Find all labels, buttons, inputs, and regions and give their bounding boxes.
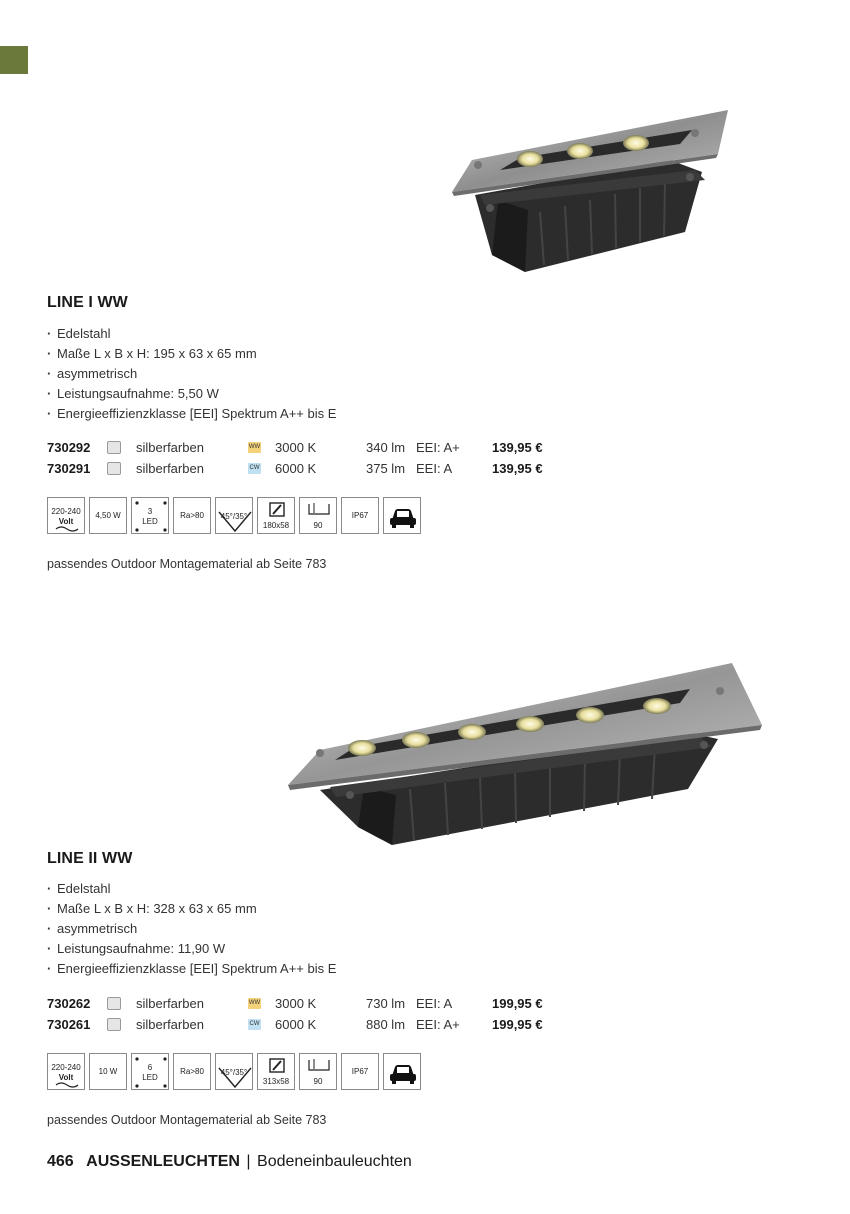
variant-row xyxy=(47,1014,567,1035)
color-temperature: 3000 K xyxy=(275,996,317,1011)
mounting-note: passendes Outdoor Montagematerial ab Seite 783 xyxy=(47,557,327,571)
cutout-icon: 313x58 xyxy=(257,1053,295,1090)
feature-item: · asymmetrisch xyxy=(47,364,336,384)
page-footer xyxy=(47,1153,412,1171)
energy-class: EEI: A xyxy=(416,461,453,476)
cutout-icon: 180x58 xyxy=(257,497,295,534)
energy-class: EEI: A+ xyxy=(416,440,460,455)
section-color-tab xyxy=(0,46,28,74)
drive-over-car-icon xyxy=(383,497,421,534)
drive-over-car-icon xyxy=(383,1053,421,1090)
color-name: silberfarben xyxy=(136,996,204,1011)
feature-item: · Maße L x B x H: 195 x 63 x 65 mm xyxy=(47,344,336,364)
feature-item: · Edelstahl xyxy=(47,879,336,899)
page-number: 466 xyxy=(47,1153,74,1170)
price: 139,95 € xyxy=(492,461,543,476)
energy-class: EEI: A+ xyxy=(416,1017,460,1032)
color-swatch xyxy=(107,1018,121,1031)
article-number: 730262 xyxy=(47,996,91,1011)
beam-angle-icon: 45°/35° xyxy=(215,1053,253,1090)
feature-item: · Leistungsaufnahme: 11,90 W xyxy=(47,939,336,959)
variant-table xyxy=(47,993,567,1035)
product-title: LINE I WW xyxy=(47,294,128,311)
price: 139,95 € xyxy=(492,440,543,455)
variant-row xyxy=(47,458,567,479)
lumen: 730 lm xyxy=(366,996,406,1011)
mounting-note: passendes Outdoor Montagematerial ab Seite 783 xyxy=(47,1113,327,1127)
color-name: silberfarben xyxy=(136,1017,204,1032)
color-temperature: 3000 K xyxy=(275,440,317,455)
color-name: silberfarben xyxy=(136,440,204,455)
color-temp-badge: CW xyxy=(248,463,261,474)
variant-row xyxy=(47,437,567,458)
power-icon: 4,50 W xyxy=(89,497,127,534)
color-temp-badge: WW xyxy=(248,442,261,453)
color-temperature: 6000 K xyxy=(275,1017,317,1032)
section-title: AUSSENLEUCHTEN xyxy=(86,1153,240,1170)
color-temp-badge: CW xyxy=(248,1019,261,1030)
feature-list xyxy=(47,879,336,979)
energy-class: EEI: A xyxy=(416,996,453,1011)
color-temp-badge: WW xyxy=(248,998,261,1009)
ip-rating-icon: IP67 xyxy=(341,1053,379,1090)
color-swatch xyxy=(107,462,121,475)
installation-depth-icon: 90 xyxy=(299,497,337,534)
beam-angle-icon: 45°/35° xyxy=(215,497,253,534)
ip-rating-icon: IP67 xyxy=(341,497,379,534)
feature-item: · Edelstahl xyxy=(47,324,336,344)
color-swatch xyxy=(107,997,121,1010)
led-count-icon: 3 LED xyxy=(131,497,169,534)
color-rendering-icon: Ra>80 xyxy=(173,497,211,534)
article-number: 730291 xyxy=(47,461,91,476)
variant-table xyxy=(47,437,567,479)
color-temperature: 6000 K xyxy=(275,461,317,476)
feature-item: · Leistungsaufnahme: 5,50 W xyxy=(47,384,336,404)
product-title: LINE II WW xyxy=(47,850,133,867)
variant-row xyxy=(47,993,567,1014)
feature-item: · Energieeffizienzklasse [EEI] Spektrum A++ bis E xyxy=(47,959,336,979)
feature-item: · Maße L x B x H: 328 x 63 x 65 mm xyxy=(47,899,336,919)
product-photo-line-ii xyxy=(280,655,770,855)
power-icon: 10 W xyxy=(89,1053,127,1090)
price: 199,95 € xyxy=(492,1017,543,1032)
feature-list xyxy=(47,324,336,424)
feature-item: · Energieeffizienzklasse [EEI] Spektrum A++ bis E xyxy=(47,404,336,424)
color-rendering-icon: Ra>80 xyxy=(173,1053,211,1090)
lumen: 880 lm xyxy=(366,1017,406,1032)
price: 199,95 € xyxy=(492,996,543,1011)
article-number: 730292 xyxy=(47,440,91,455)
color-swatch xyxy=(107,441,121,454)
led-count-icon: 6 LED xyxy=(131,1053,169,1090)
product-photo-line-i xyxy=(440,100,740,280)
subsection-title: Bodeneinbauleuchten xyxy=(257,1153,412,1170)
lumen: 375 lm xyxy=(366,461,406,476)
voltage-icon: 220-240 Volt xyxy=(47,1053,85,1090)
feature-item: · asymmetrisch xyxy=(47,919,336,939)
voltage-icon: 220-240 Volt xyxy=(47,497,85,534)
color-name: silberfarben xyxy=(136,461,204,476)
footer-separator: | xyxy=(246,1153,251,1170)
lumen: 340 lm xyxy=(366,440,406,455)
installation-depth-icon: 90 xyxy=(299,1053,337,1090)
article-number: 730261 xyxy=(47,1017,91,1032)
